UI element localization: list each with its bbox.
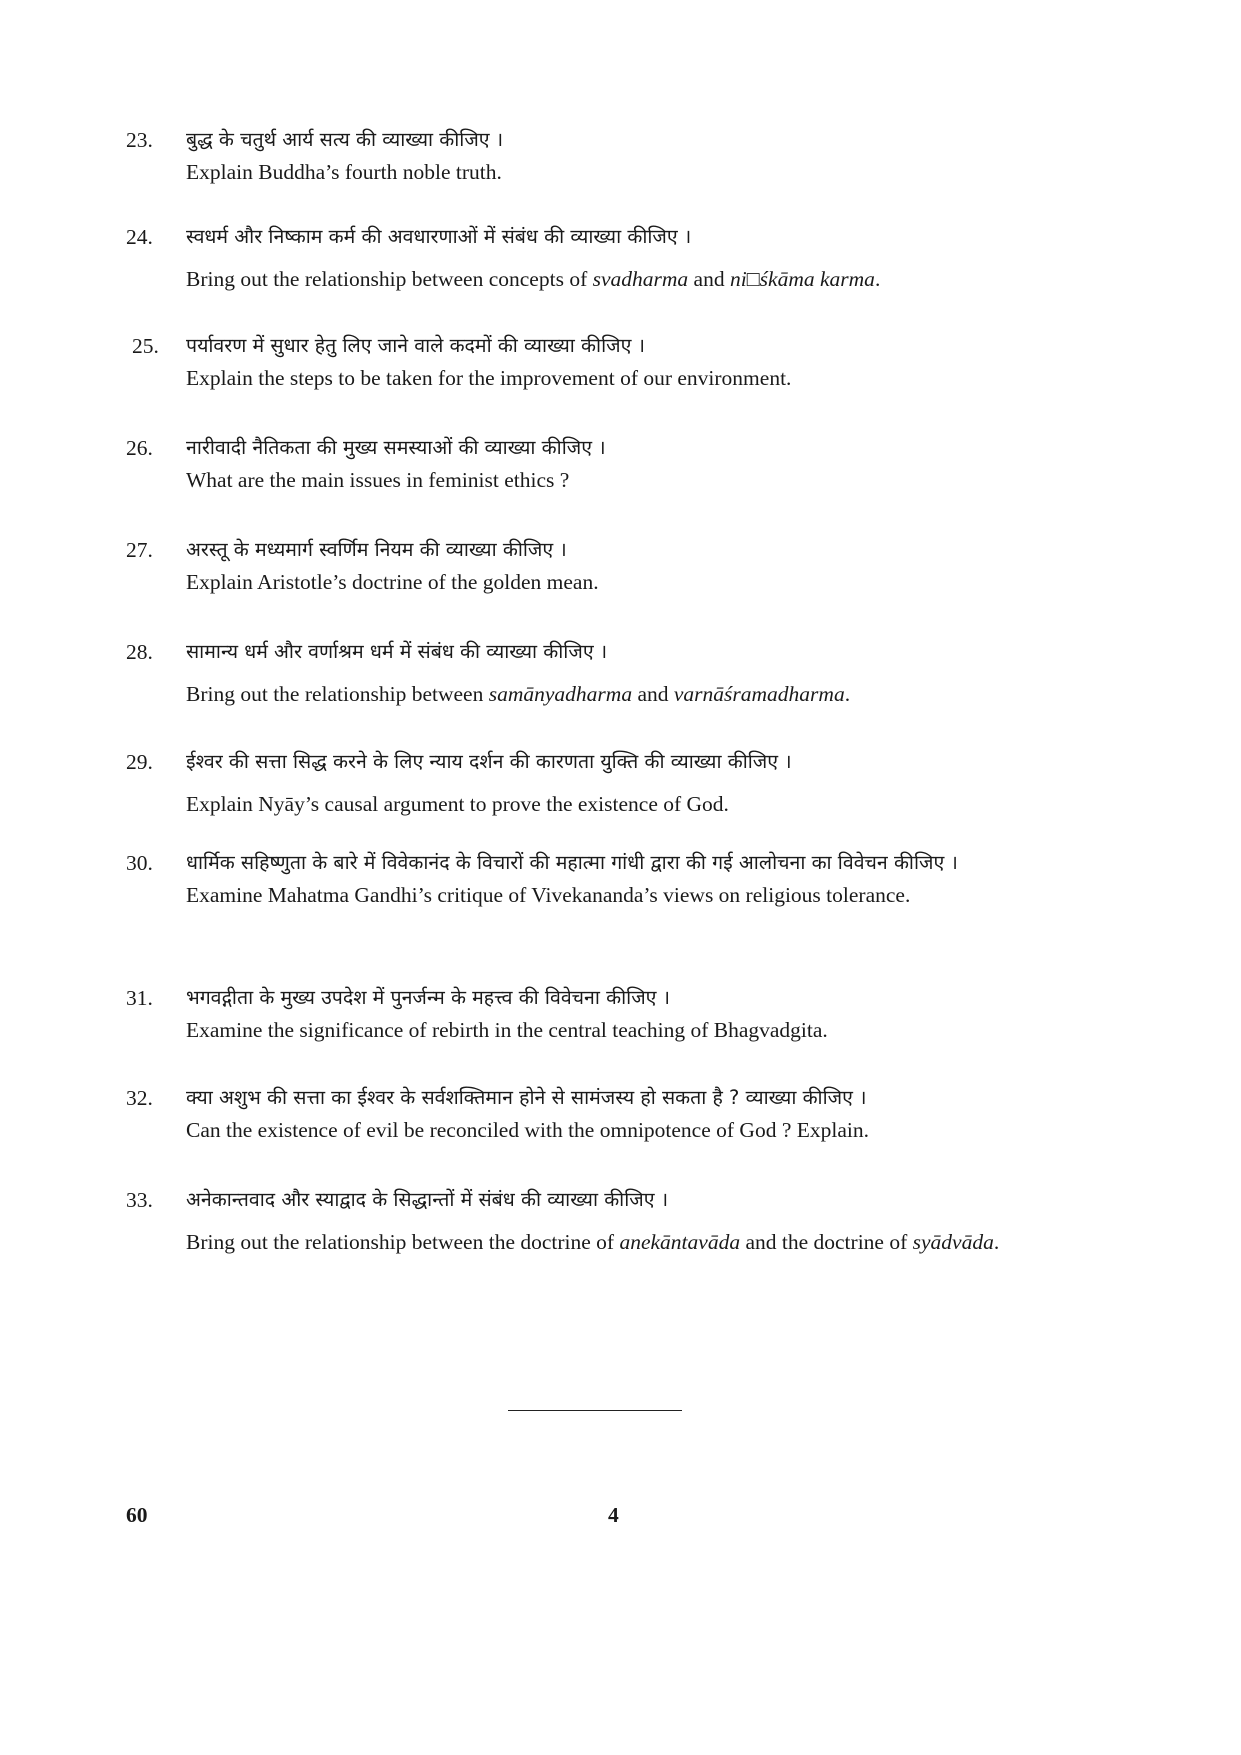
question-hindi: पर्यावरण में सुधार हेतु लिए जाने वाले कदमों की व्याख्या कीजिए । bbox=[186, 334, 645, 357]
question-hindi: भगवद्गीता के मुख्य उपदेश में पुनर्जन्म के महत्त्व की विवेचना कीजिए । bbox=[186, 986, 671, 1009]
question-english: Explain Buddha’s fourth noble truth. bbox=[186, 160, 502, 184]
question-27 bbox=[126, 534, 1066, 598]
question-number: 29. bbox=[126, 750, 153, 774]
question-hindi: अनेकान्तवाद और स्याद्वाद के सिद्धान्तों में संबंध की व्याख्या कीजिए । bbox=[186, 1188, 669, 1211]
question-number: 24. bbox=[126, 225, 153, 249]
question-hindi: बुद्ध के चतुर्थ आर्य सत्य की व्याख्या कीजिए । bbox=[186, 128, 504, 151]
question-31 bbox=[126, 982, 1066, 1046]
question-english: Can the existence of evil be reconciled with the omnipotence of God ? Explain. bbox=[186, 1118, 869, 1142]
page-number: 4 bbox=[608, 1503, 619, 1527]
question-29 bbox=[126, 746, 1066, 820]
question-26 bbox=[126, 432, 1066, 496]
question-english: Explain Aristotle’s doctrine of the golden mean. bbox=[186, 570, 599, 594]
question-number: 30. bbox=[126, 851, 153, 875]
question-english: Explain the steps to be taken for the improvement of our environment. bbox=[186, 366, 792, 390]
question-english: Explain Nyāy’s causal argument to prove the existence of God. bbox=[186, 792, 729, 816]
question-number: 23. bbox=[126, 128, 153, 152]
question-number: 32. bbox=[126, 1086, 153, 1110]
question-hindi: नारीवादी नैतिकता की मुख्य समस्याओं की व्याख्या कीजिए । bbox=[186, 436, 606, 459]
question-23 bbox=[126, 124, 1066, 188]
end-divider bbox=[508, 1410, 682, 1411]
question-english: Examine the significance of rebirth in the central teaching of Bhagvadgita. bbox=[186, 1018, 828, 1042]
question-24 bbox=[126, 221, 1066, 295]
italic-term: syādvāda bbox=[912, 1230, 994, 1254]
question-33 bbox=[126, 1184, 1066, 1258]
question-hindi: अरस्तू के मध्यमार्ग स्वर्णिम नियम की व्याख्या कीजिए । bbox=[186, 538, 567, 561]
italic-term: ni□śkāma karma bbox=[729, 267, 875, 291]
italic-term: varnāśramadharma bbox=[673, 682, 845, 706]
question-number: 26. bbox=[126, 436, 153, 460]
question-30 bbox=[126, 847, 1066, 911]
question-english: Bring out the relationship between samānyadharma and varnāśramadharma. bbox=[186, 682, 851, 706]
question-number: 28. bbox=[126, 640, 153, 664]
italic-term: samānyadharma bbox=[488, 682, 633, 706]
paper-code: 60 bbox=[126, 1503, 148, 1527]
question-hindi: सामान्य धर्म और वर्णाश्रम धर्म में संबंध की व्याख्या कीजिए । bbox=[186, 640, 608, 663]
italic-term: svadharma bbox=[592, 267, 689, 291]
question-english: Bring out the relationship between the doctrine of anekāntavāda and the doctrine of syādvāda. bbox=[186, 1230, 1000, 1254]
question-number: 31. bbox=[126, 986, 153, 1010]
question-english: Bring out the relationship between concepts of svadharma and ni□śkāma karma. bbox=[186, 267, 881, 291]
question-25 bbox=[126, 330, 1066, 394]
question-number: 33. bbox=[126, 1188, 153, 1212]
italic-term: anekāntavāda bbox=[619, 1230, 741, 1254]
question-number: 25. bbox=[132, 334, 159, 358]
question-english: Examine Mahatma Gandhi’s critique of Vivekananda’s views on religious tolerance. bbox=[186, 883, 911, 907]
question-number: 27. bbox=[126, 538, 153, 562]
question-hindi: स्वधर्म और निष्काम कर्म की अवधारणाओं में संबंध की व्याख्या कीजिए । bbox=[186, 225, 692, 248]
question-english: What are the main issues in feminist ethics ? bbox=[186, 468, 570, 492]
question-hindi: ईश्वर की सत्ता सिद्ध करने के लिए न्याय दर्शन की कारणता युक्ति की व्याख्या कीजिए । bbox=[186, 750, 792, 773]
question-hindi: धार्मिक सहिष्णुता के बारे में विवेकानंद के विचारों की महात्मा गांधी द्वारा की गई आलोचना का विवेचन कीजिए । bbox=[186, 851, 958, 874]
question-32 bbox=[126, 1082, 1066, 1146]
question-hindi: क्या अशुभ की सत्ता का ईश्वर के सर्वशक्तिमान होने से सामंजस्य हो सकता है ? व्याख्या कीजिए । bbox=[186, 1086, 867, 1109]
question-28 bbox=[126, 636, 1066, 710]
